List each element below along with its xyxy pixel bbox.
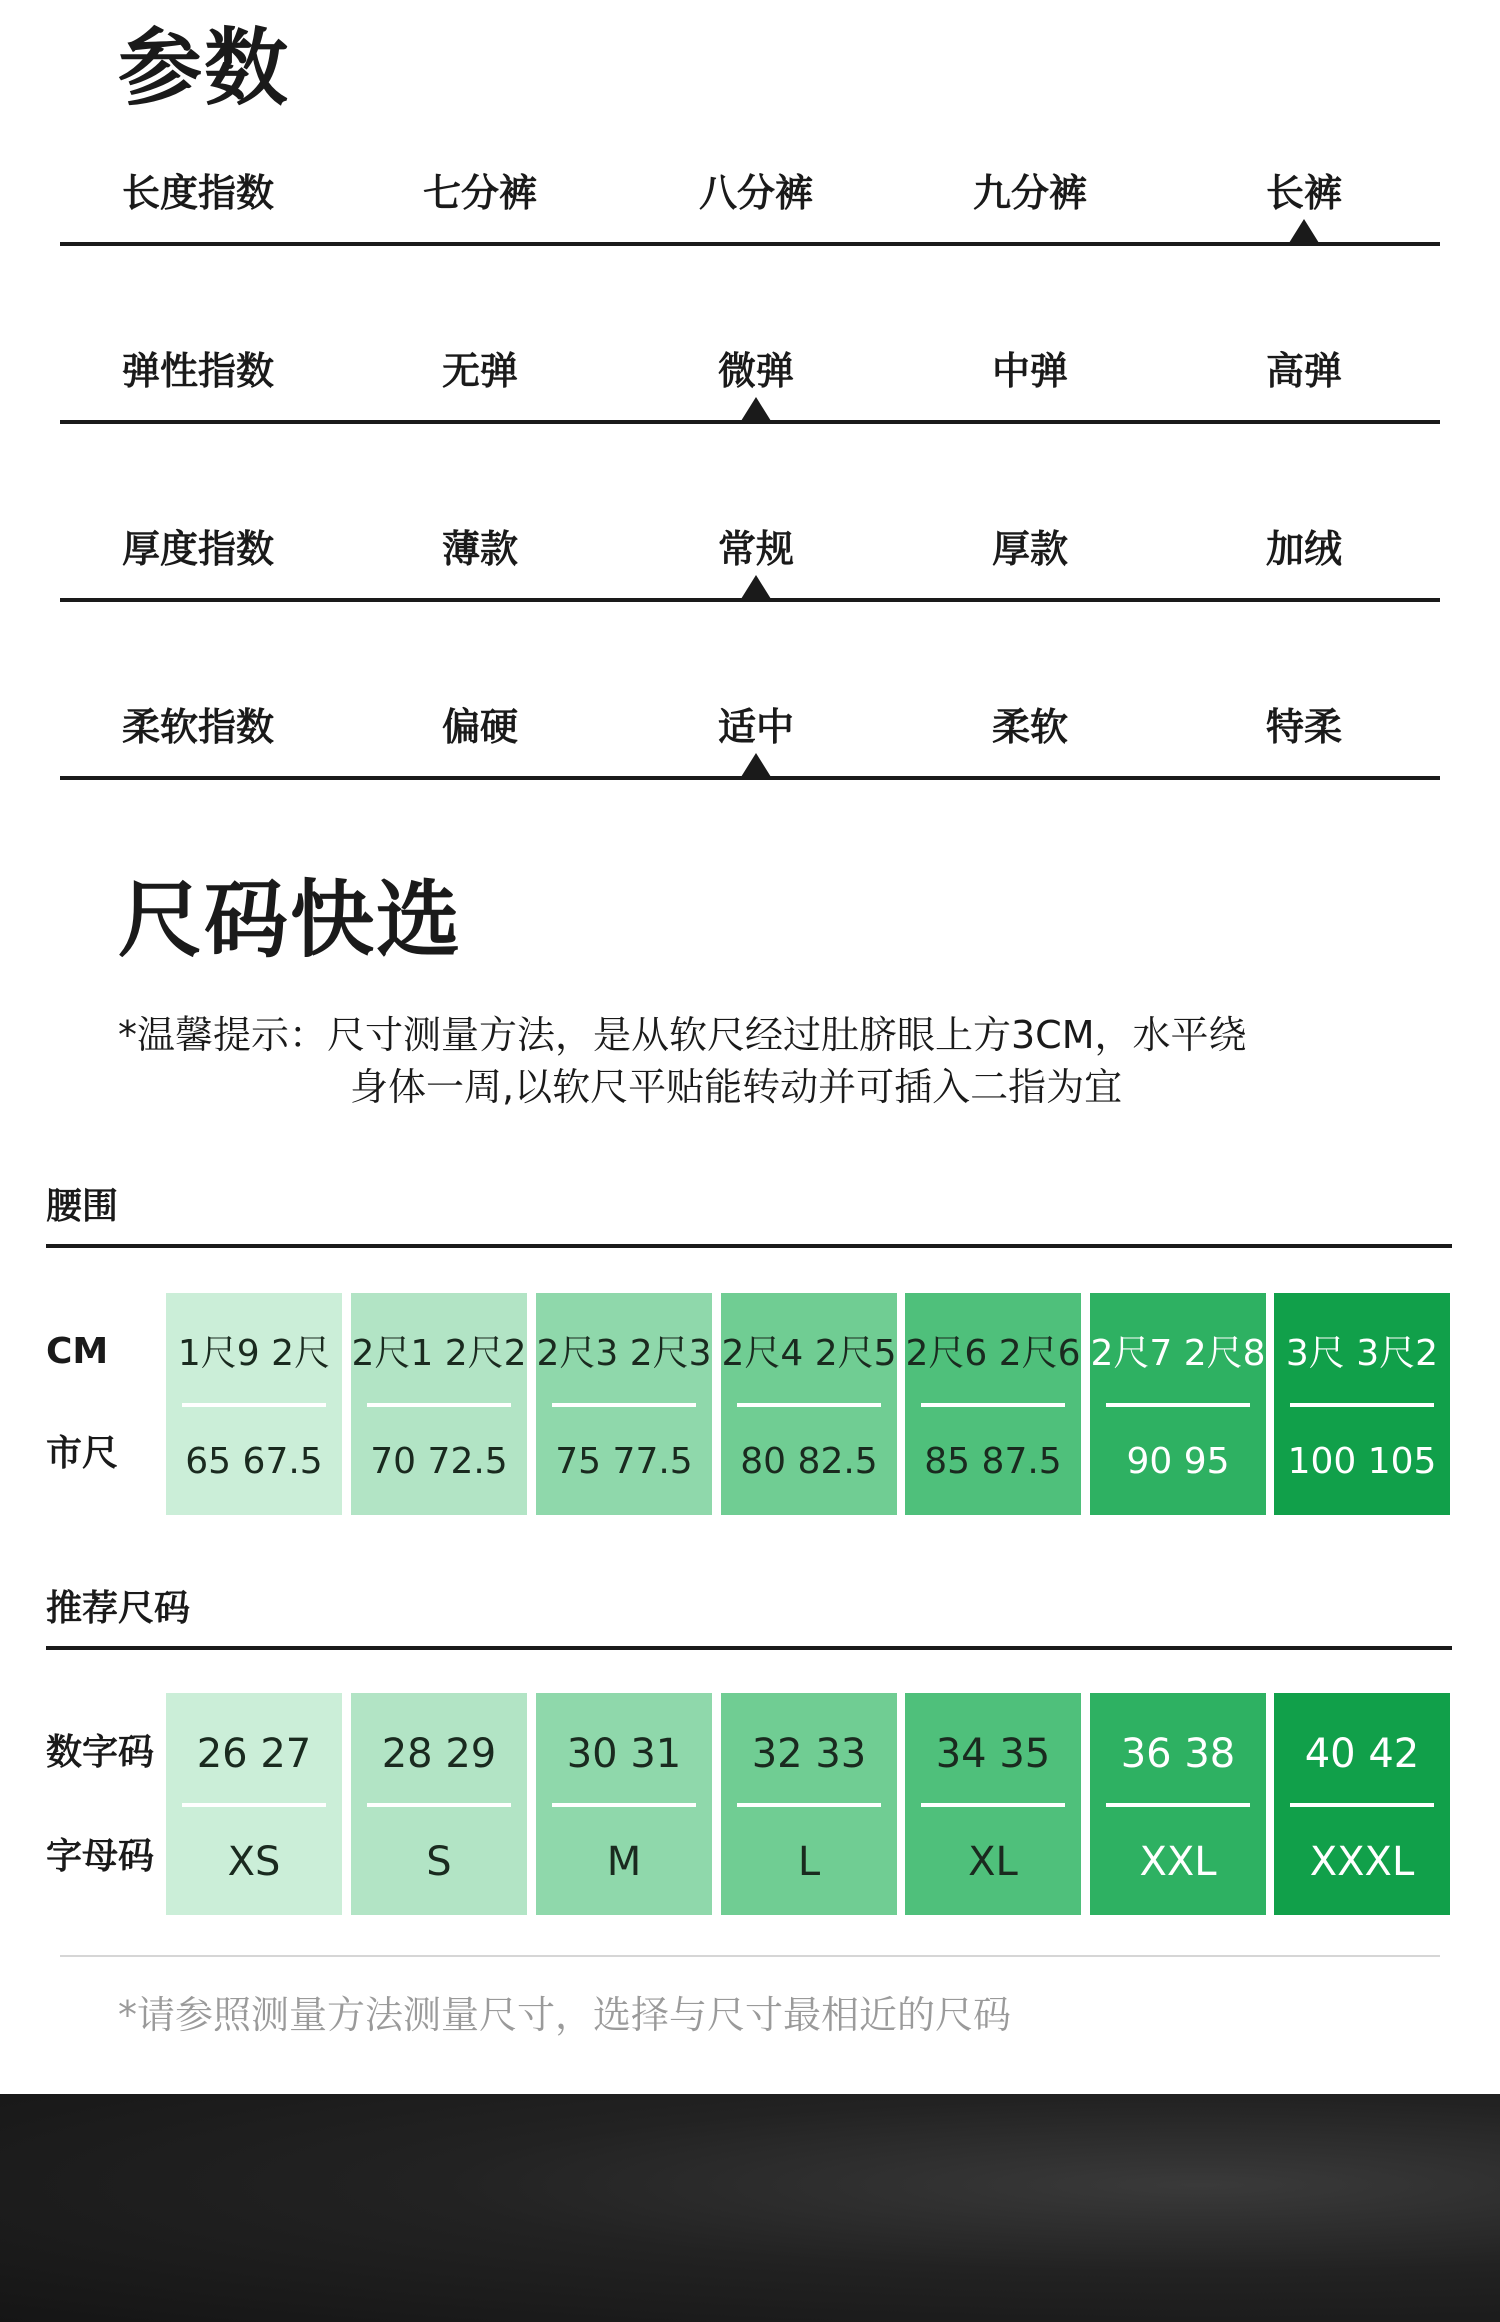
cell-divider bbox=[552, 1403, 696, 1407]
selected-marker-icon bbox=[741, 753, 771, 777]
letter-size: M bbox=[606, 1839, 642, 1885]
param-row-elasticity bbox=[60, 344, 1440, 424]
param-divider bbox=[60, 776, 1440, 780]
waist-cell[interactable] bbox=[721, 1293, 897, 1515]
param-option: 偏硬 bbox=[441, 705, 518, 749]
numeric-size: 34 35 bbox=[935, 1731, 1051, 1777]
param-divider bbox=[60, 420, 1440, 424]
param-option: 常规 bbox=[717, 527, 794, 571]
waist-cm-value: 2尺3 2尺3 bbox=[536, 1333, 712, 1374]
param-option: 适中 bbox=[717, 705, 794, 749]
cell-divider bbox=[1290, 1803, 1434, 1807]
letter-size: XS bbox=[227, 1839, 281, 1885]
dark-background-band bbox=[0, 2094, 1500, 2322]
param-label: 柔软指数 bbox=[122, 705, 275, 749]
param-option: 柔软 bbox=[991, 705, 1068, 749]
size-title: 尺码快选 bbox=[118, 871, 463, 969]
param-option: 七分裤 bbox=[422, 171, 537, 215]
param-option: 微弹 bbox=[717, 349, 794, 393]
size-option-xl[interactable] bbox=[905, 1693, 1081, 1915]
size-option-xs[interactable] bbox=[166, 1693, 342, 1915]
letter-size: L bbox=[797, 1839, 821, 1885]
param-label: 厚度指数 bbox=[122, 527, 275, 571]
letter-size: XXXL bbox=[1309, 1839, 1415, 1885]
waist-cm-value: 2尺7 2尺8 bbox=[1090, 1333, 1266, 1374]
recommend-section-divider bbox=[46, 1646, 1452, 1650]
numeric-size: 28 29 bbox=[381, 1731, 497, 1777]
waist-chi-value: 85 87.5 bbox=[924, 1441, 1062, 1482]
cell-divider bbox=[367, 1803, 511, 1807]
recommend-row-label-number: 数字码 bbox=[46, 1732, 155, 1773]
param-divider bbox=[60, 242, 1440, 246]
param-option: 厚款 bbox=[991, 527, 1068, 571]
letter-size: S bbox=[426, 1839, 452, 1885]
footnote-divider bbox=[60, 1955, 1440, 1957]
param-row-softness bbox=[60, 700, 1440, 780]
cell-divider bbox=[1290, 1403, 1434, 1407]
letter-size: XXL bbox=[1139, 1839, 1217, 1885]
cell-divider bbox=[182, 1403, 326, 1407]
param-option: 薄款 bbox=[441, 527, 518, 571]
size-option-xxl[interactable] bbox=[1090, 1693, 1266, 1915]
param-option: 中弹 bbox=[991, 349, 1068, 393]
selected-marker-icon bbox=[741, 397, 771, 421]
numeric-size: 26 27 bbox=[196, 1731, 312, 1777]
waist-row-label-chi: 市尺 bbox=[46, 1433, 119, 1474]
cell-divider bbox=[367, 1403, 511, 1407]
cell-divider bbox=[1106, 1403, 1250, 1407]
param-row-thickness bbox=[60, 522, 1440, 602]
param-option: 无弹 bbox=[441, 349, 518, 393]
cell-divider bbox=[182, 1803, 326, 1807]
recommend-row-label-letter: 字母码 bbox=[46, 1836, 155, 1877]
size-option-s[interactable] bbox=[351, 1693, 527, 1915]
waist-cell[interactable] bbox=[166, 1293, 342, 1515]
cell-divider bbox=[1106, 1803, 1250, 1807]
param-option: 加绒 bbox=[1265, 527, 1342, 571]
waist-cm-value: 2尺1 2尺2 bbox=[351, 1333, 527, 1374]
waist-section-label: 腰围 bbox=[46, 1186, 119, 1227]
size-option-m[interactable] bbox=[536, 1693, 712, 1915]
selected-marker-icon bbox=[1289, 219, 1319, 243]
waist-chi-value: 90 95 bbox=[1126, 1441, 1230, 1482]
waist-chi-value: 70 72.5 bbox=[370, 1441, 508, 1482]
waist-cell[interactable] bbox=[536, 1293, 712, 1515]
size-option-l[interactable] bbox=[721, 1693, 897, 1915]
waist-cm-value: 1尺9 2尺 bbox=[177, 1333, 331, 1374]
param-option: 特柔 bbox=[1265, 705, 1342, 749]
param-label: 长度指数 bbox=[122, 171, 275, 215]
numeric-size: 36 38 bbox=[1120, 1731, 1236, 1777]
waist-chi-value: 65 67.5 bbox=[185, 1441, 323, 1482]
letter-size: XL bbox=[968, 1839, 1018, 1885]
waist-cm-value: 2尺4 2尺5 bbox=[721, 1333, 897, 1374]
param-label: 弹性指数 bbox=[122, 349, 275, 393]
param-option: 高弹 bbox=[1265, 349, 1342, 393]
numeric-size: 40 42 bbox=[1304, 1731, 1420, 1777]
waist-cell[interactable] bbox=[1090, 1293, 1266, 1515]
waist-chi-value: 100 105 bbox=[1287, 1441, 1437, 1482]
cell-divider bbox=[921, 1403, 1065, 1407]
measure-tip: *温馨提示：尺寸测量方法，是从软尺经过肚脐眼上方3CM，水平绕 bbox=[118, 1013, 1247, 1057]
waist-chi-value: 75 77.5 bbox=[555, 1441, 693, 1482]
recommend-section-label: 推荐尺码 bbox=[46, 1588, 191, 1629]
waist-cell[interactable] bbox=[1274, 1293, 1450, 1515]
waist-cell[interactable] bbox=[351, 1293, 527, 1515]
numeric-size: 32 33 bbox=[751, 1731, 867, 1777]
cell-divider bbox=[737, 1803, 881, 1807]
size-option-xxxl[interactable] bbox=[1274, 1693, 1450, 1915]
cell-divider bbox=[921, 1803, 1065, 1807]
param-option: 长裤 bbox=[1265, 171, 1342, 215]
waist-row-label-cm: CM bbox=[46, 1331, 109, 1372]
waist-section-divider bbox=[46, 1244, 1452, 1248]
cell-divider bbox=[737, 1403, 881, 1407]
waist-cell[interactable] bbox=[905, 1293, 1081, 1515]
measure-tip-continued: 身体一周,以软尺平贴能转动并可插入二指为宜 bbox=[350, 1065, 1123, 1109]
numeric-size: 30 31 bbox=[566, 1731, 682, 1777]
param-row-length bbox=[60, 166, 1440, 246]
waist-cm-value: 2尺6 2尺6 bbox=[905, 1333, 1081, 1374]
params-title: 参数 bbox=[118, 19, 291, 117]
cell-divider bbox=[552, 1803, 696, 1807]
selected-marker-icon bbox=[741, 575, 771, 599]
footnote: *请参照测量方法测量尺寸，选择与尺寸最相近的尺码 bbox=[118, 1993, 1012, 2037]
param-option: 八分裤 bbox=[698, 171, 813, 215]
param-option: 九分裤 bbox=[972, 171, 1087, 215]
waist-cm-value: 3尺 3尺2 bbox=[1285, 1333, 1439, 1374]
param-divider bbox=[60, 598, 1440, 602]
waist-chi-value: 80 82.5 bbox=[740, 1441, 878, 1482]
